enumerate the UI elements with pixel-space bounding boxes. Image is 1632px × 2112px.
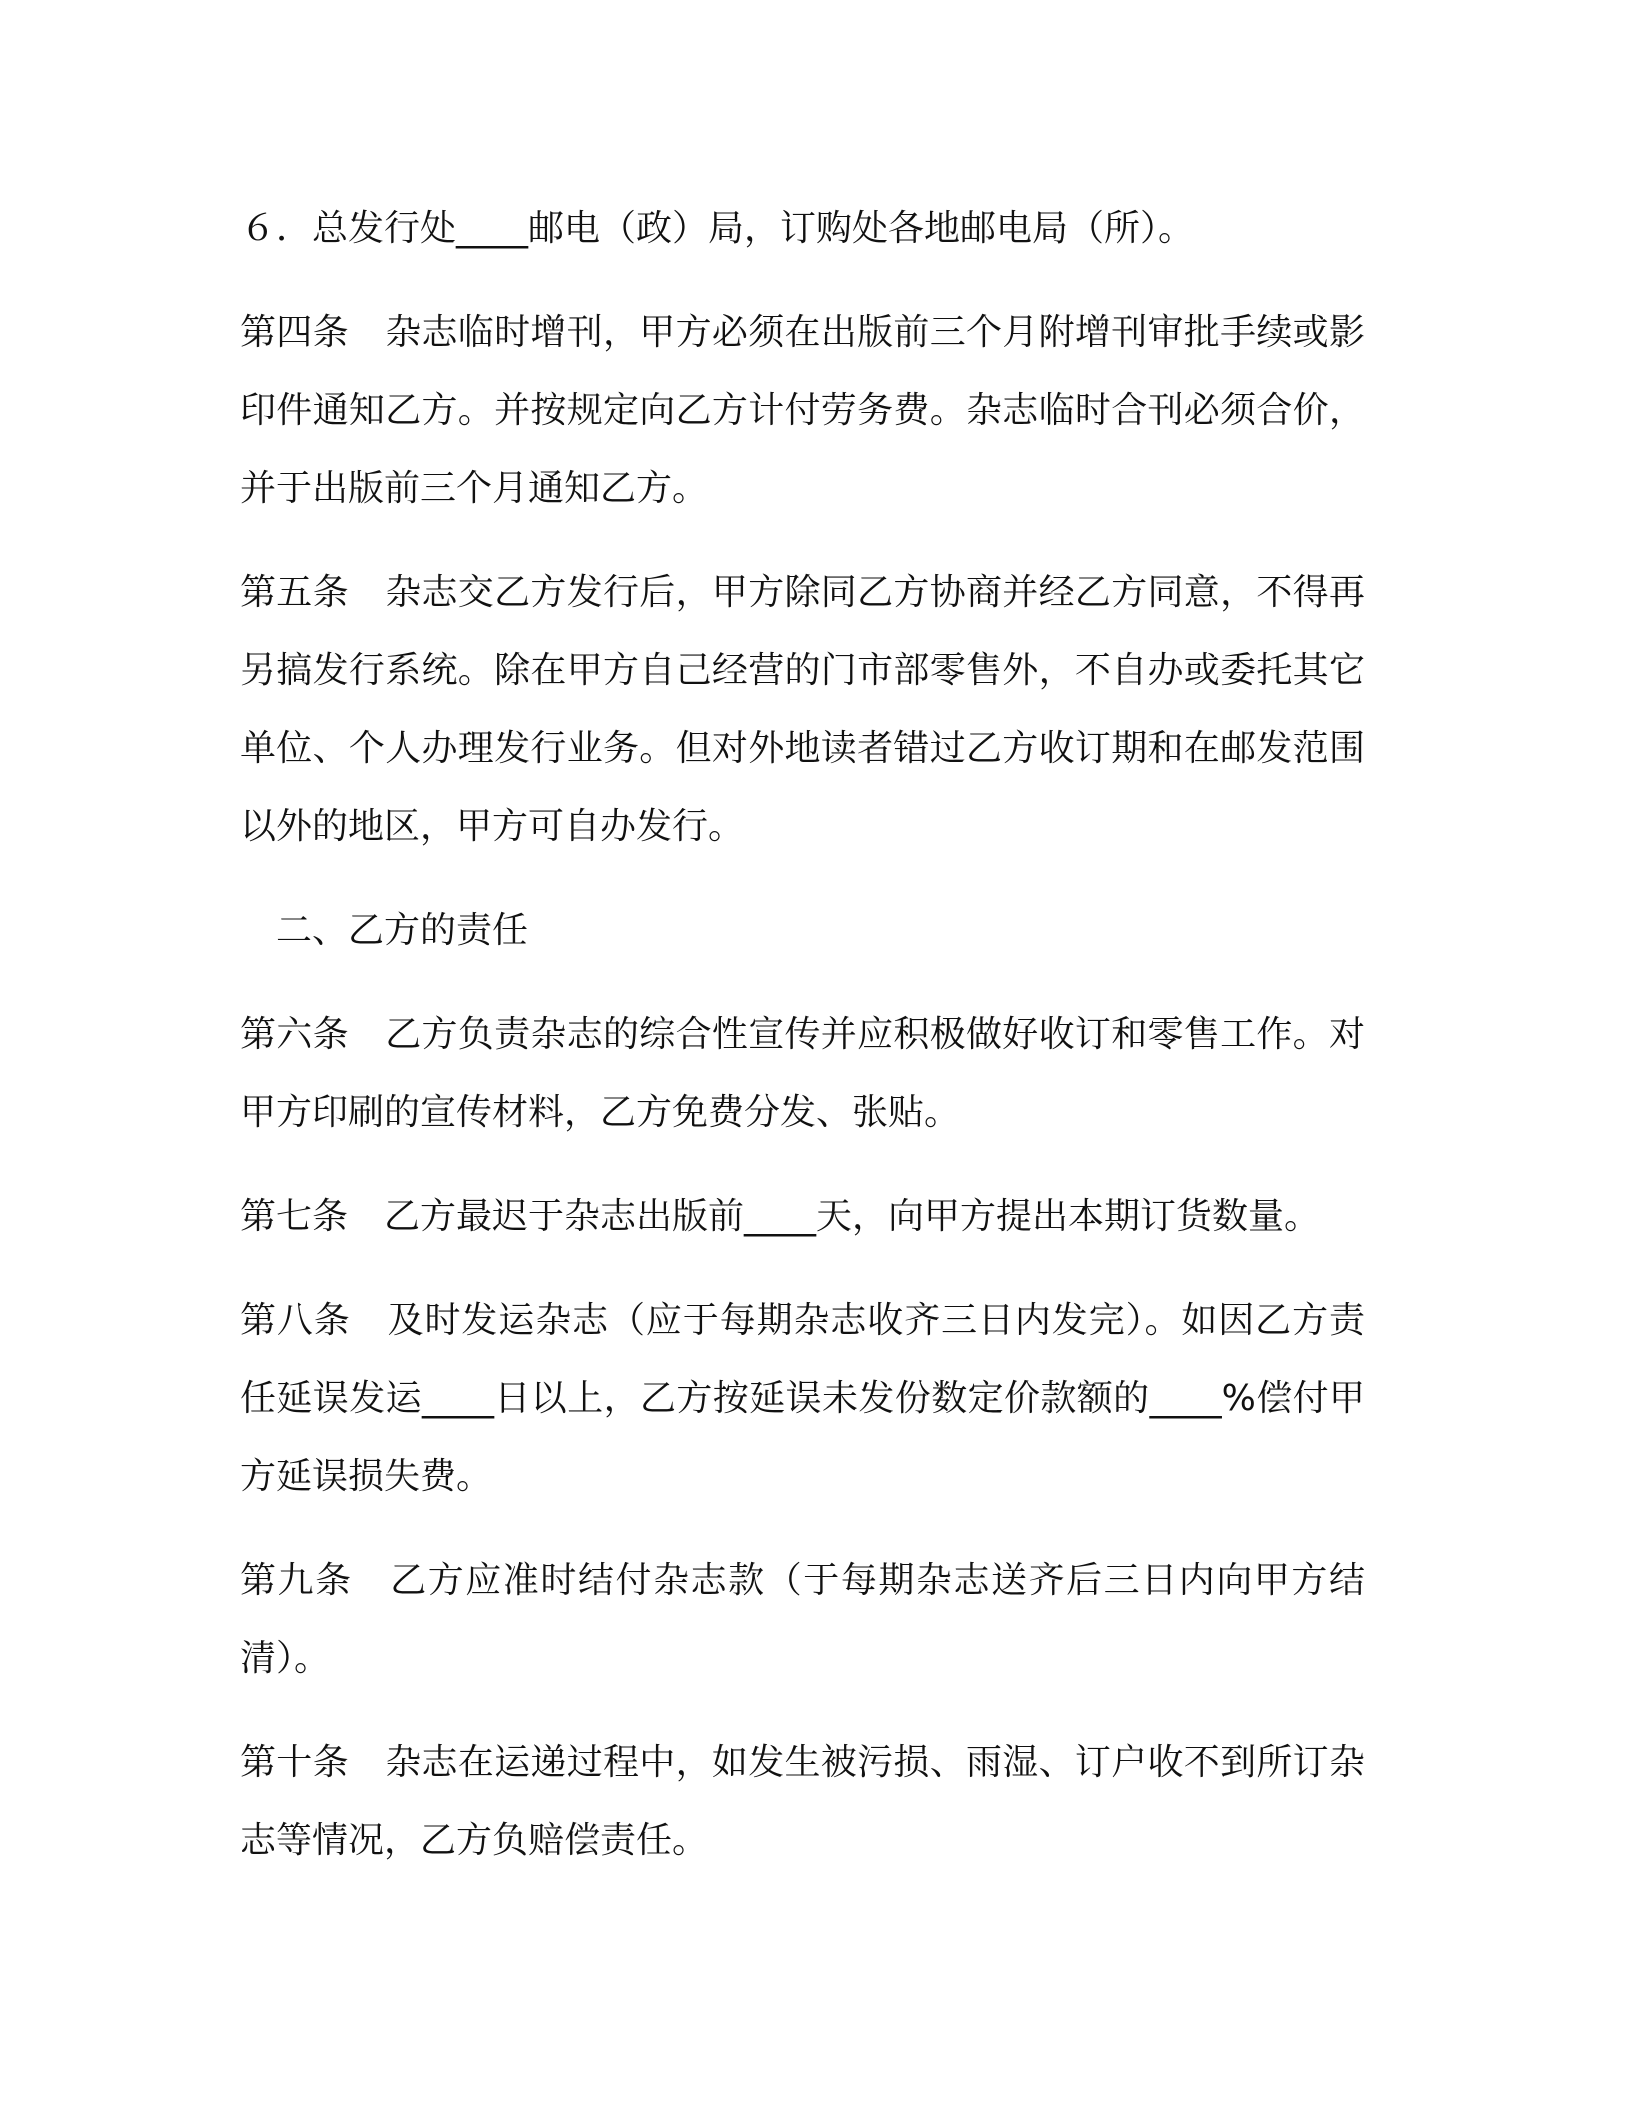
paragraph-article-8: 第八条 及时发运杂志（应于每期杂志收齐三日内发完）。如因乙方责任延误发运____日以上，乙方按延误未发份数定价款额的____%偿付甲方延误损失费。 — [240, 1300, 1365, 1497]
paragraph-article-10: 第十条 杂志在运递过程中，如发生被污损、雨湿、订户收不到所订杂志等情况，乙方负赔偿责任。 — [240, 1742, 1365, 1861]
paragraph-article-4: 第四条 杂志临时增刊，甲方必须在出版前三个月附增刊审批手续或影印件通知乙方。并按规定向乙方计付劳务费。杂志临时合刊必须合价，并于出版前三个月通知乙方。 — [240, 312, 1365, 509]
section-heading-party-b-responsibilities: 二、乙方的责任 — [276, 910, 529, 951]
paragraph-article-6: 第六条 乙方负责杂志的综合性宣传并应积极做好收订和零售工作。对甲方印刷的宣传材料，乙方免费分发、张贴。 — [240, 1014, 1365, 1133]
paragraph-item-6: ６．总发行处____邮电（政）局，订购处各地邮电局（所）。 — [240, 208, 1195, 249]
document-body — [240, 190, 1365, 1906]
paragraph-article-7: 第七条 乙方最迟于杂志出版前____天，向甲方提出本期订货数量。 — [240, 1196, 1321, 1237]
paragraph-article-9: 第九条 乙方应准时结付杂志款（于每期杂志送齐后三日内向甲方结清）。 — [240, 1560, 1365, 1679]
paragraph-article-5: 第五条 杂志交乙方发行后，甲方除同乙方协商并经乙方同意，不得再另搞发行系统。除在甲方自己经营的门市部零售外，不自办或委托其它单位、个人办理发行业务。但对外地读者错过乙方收订期和在邮发范围以外的地区，甲方可自办发行。 — [240, 572, 1365, 847]
